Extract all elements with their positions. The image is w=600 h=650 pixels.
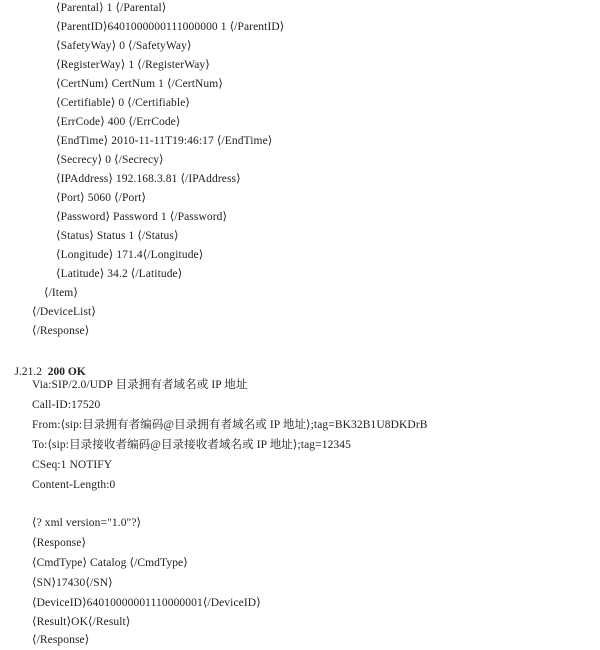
sip-header-cseq: CSeq:1 NOTIFY xyxy=(32,459,113,471)
xml-line-certnum: ⟨CertNum⟩ CertNum 1 ⟨/CertNum⟩ xyxy=(56,78,223,90)
xml-line-longitude: ⟨Longitude⟩ 171.4⟨/Longitude⟩ xyxy=(56,249,204,261)
xml-line-port: ⟨Port⟩ 5060 ⟨/Port⟩ xyxy=(56,192,147,204)
xml-line-certifiable: ⟨Certifiable⟩ 0 ⟨/Certifiable⟩ xyxy=(56,97,190,109)
sip-header-via: Via:SIP/2.0/UDP 目录拥有者域名或 IP 地址 xyxy=(32,379,248,391)
sip-header-content-length: Content-Length:0 xyxy=(32,479,116,491)
xml-line-item-close: ⟨/Item⟩ xyxy=(44,287,78,299)
xml-body-response-open: ⟨Response⟩ xyxy=(32,537,87,549)
xml-line-errcode: ⟨ErrCode⟩ 400 ⟨/ErrCode⟩ xyxy=(56,116,181,128)
section-title: 200 OK xyxy=(47,366,86,378)
xml-body-declaration: ⟨? xml version="1.0"?⟩ xyxy=(32,517,142,529)
xml-line-secrecy: ⟨Secrecy⟩ 0 ⟨/Secrecy⟩ xyxy=(56,154,164,166)
xml-line-status: ⟨Status⟩ Status 1 ⟨/Status⟩ xyxy=(56,230,179,242)
sip-header-call-id: Call-ID:17520 xyxy=(32,399,101,411)
section-number: J.21.2 xyxy=(14,366,42,378)
xml-line-safetyway: ⟨SafetyWay⟩ 0 ⟨/SafetyWay⟩ xyxy=(56,40,192,52)
xml-line-devicelist-close: ⟨/DeviceList⟩ xyxy=(32,306,96,318)
xml-line-registerway: ⟨RegisterWay⟩ 1 ⟨/RegisterWay⟩ xyxy=(56,59,210,71)
xml-line-latitude: ⟨Latitude⟩ 34.2 ⟨/Latitude⟩ xyxy=(56,268,183,280)
sip-header-from: From:⟨sip:目录拥有者编码@目录拥有者域名或 IP 地址⟩;tag=BK32B1U8DKDrB xyxy=(32,419,428,431)
xml-line-endtime: ⟨EndTime⟩ 2010-11-11T19:46:17 ⟨/EndTime⟩ xyxy=(56,135,273,147)
xml-line-parentid: ⟨ParentID⟩6401000000111000000 1 ⟨/ParentID⟩ xyxy=(56,21,285,33)
xml-line-password: ⟨Password⟩ Password 1 ⟨/Password⟩ xyxy=(56,211,228,223)
xml-body-response-close: ⟨/Response⟩ xyxy=(32,634,90,646)
xml-body-deviceid: ⟨DeviceID⟩64010000001110000001⟨/DeviceID⟩ xyxy=(32,597,261,609)
xml-line-response-close: ⟨/Response⟩ xyxy=(32,325,90,337)
sip-header-to: To:⟨sip:目录接收者编码@目录接收者域名或 IP 地址⟩;tag=12345 xyxy=(32,439,351,451)
xml-body-cmdtype: ⟨CmdType⟩ Catalog ⟨/CmdType⟩ xyxy=(32,557,188,569)
xml-body-sn: ⟨SN⟩17430⟨/SN⟩ xyxy=(32,577,113,589)
xml-line-ipaddress: ⟨IPAddress⟩ 192.168.3.81 ⟨/IPAddress⟩ xyxy=(56,173,241,185)
xml-body-result: ⟨Result⟩OK⟨/Result⟩ xyxy=(32,616,131,628)
xml-line-parental: ⟨Parental⟩ 1 ⟨/Parental⟩ xyxy=(56,2,167,14)
